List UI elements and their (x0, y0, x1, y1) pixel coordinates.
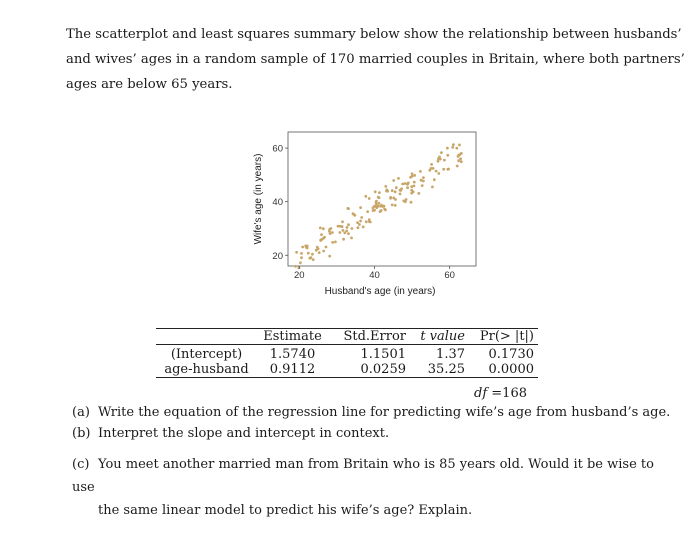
question-b-label: (b) (72, 426, 91, 441)
data-point (410, 201, 413, 204)
data-point (397, 177, 400, 180)
data-point (399, 193, 402, 196)
data-point (391, 189, 394, 192)
row-p-value: 0.0000 (488, 362, 534, 377)
data-point (294, 265, 297, 268)
row-p-value: 0.1730 (488, 347, 534, 362)
data-point (299, 261, 302, 264)
row-term: age-husband (164, 362, 249, 377)
x-axis-ticks (294, 266, 455, 281)
data-point (319, 227, 322, 230)
df-value: =168 (491, 386, 527, 401)
data-point (310, 256, 313, 259)
data-point (406, 186, 409, 189)
data-point (437, 160, 440, 163)
question-a-label: (a) (72, 405, 90, 420)
data-point (378, 191, 381, 194)
data-point (307, 252, 310, 255)
data-point (446, 154, 449, 157)
data-point (295, 251, 298, 254)
row-std-error: 1.1501 (360, 347, 406, 362)
data-point (377, 196, 380, 199)
data-point (322, 227, 325, 230)
degrees-of-freedom (474, 386, 527, 401)
data-point (347, 223, 350, 226)
data-point (328, 228, 331, 231)
data-point (315, 249, 318, 252)
data-point (311, 253, 314, 256)
data-point (384, 209, 387, 212)
data-point (437, 172, 440, 175)
data-point (346, 226, 349, 229)
data-point (412, 190, 415, 193)
data-point (394, 190, 397, 193)
data-point (409, 176, 412, 179)
data-point (300, 252, 303, 255)
data-point (456, 165, 459, 168)
data-point (446, 168, 449, 171)
df-label: df (474, 386, 488, 401)
data-point (410, 185, 413, 188)
x-axis-title: Husband's age (in years) (324, 286, 436, 297)
data-point (452, 143, 455, 146)
data-point (428, 169, 431, 172)
data-point (446, 147, 449, 150)
data-point (300, 256, 303, 259)
data-point (322, 250, 325, 253)
plot-frame (288, 132, 476, 266)
row-t-value: 1.37 (436, 347, 465, 362)
data-point (304, 245, 307, 248)
data-point (392, 179, 395, 182)
data-point (380, 204, 383, 207)
row-estimate: 0.9112 (269, 362, 316, 377)
data-point (459, 157, 462, 160)
data-point (394, 198, 397, 201)
y-axis-title: Wife's age (in years) (253, 153, 264, 245)
data-points (294, 143, 463, 269)
data-point (411, 172, 414, 175)
data-point (374, 190, 377, 193)
data-point (380, 209, 383, 212)
question-b-text: Interpret the slope and intercept in context. (98, 426, 390, 441)
data-point (319, 239, 322, 242)
data-point (375, 200, 378, 203)
data-point (413, 181, 416, 184)
data-point (455, 147, 458, 150)
data-point (350, 237, 353, 240)
question-c-text-1: You meet another married man from Britain who is 85 years old. Would it be wise to use (72, 457, 654, 495)
data-point (351, 227, 354, 230)
row-t-value: 35.25 (427, 362, 465, 377)
data-point (347, 232, 350, 235)
question-c (72, 453, 672, 522)
question-c-text-2: the same linear model to predict his wife’s age? Explain. (98, 503, 473, 518)
data-point (342, 238, 345, 241)
data-point (339, 231, 342, 234)
data-point (356, 221, 359, 224)
question-a-text: Write the equation of the regression line for predicting wife’s age from husband’s age. (98, 405, 671, 420)
data-point (435, 170, 438, 173)
data-point (368, 218, 371, 221)
y-axis-ticks (272, 144, 288, 262)
data-point (347, 207, 350, 210)
data-point (357, 226, 360, 229)
data-point (433, 178, 436, 181)
data-point (440, 151, 443, 154)
data-point (439, 158, 442, 161)
data-point (386, 190, 389, 193)
data-point (443, 159, 446, 162)
data-point (360, 216, 363, 219)
data-point (395, 186, 398, 189)
data-point (325, 246, 328, 249)
header-blank (156, 329, 257, 345)
data-point (417, 192, 420, 195)
question-a (72, 401, 672, 424)
header-t-value: t value (420, 329, 465, 344)
x-tick-label: 60 (444, 270, 455, 281)
data-point (421, 184, 424, 187)
data-point (404, 200, 407, 203)
data-point (373, 209, 376, 212)
data-point (352, 212, 355, 215)
data-point (318, 251, 321, 254)
data-point (328, 255, 331, 258)
data-point (312, 258, 315, 261)
y-tick-label: 40 (272, 197, 283, 209)
data-point (366, 210, 369, 213)
data-point (407, 182, 410, 185)
data-point (343, 231, 346, 234)
x-tick-label: 40 (369, 270, 380, 281)
data-point (442, 168, 445, 171)
row-std-error: 0.0259 (360, 362, 406, 377)
header-estimate: Estimate (263, 329, 322, 344)
data-point (373, 205, 376, 208)
data-point (394, 204, 397, 207)
header-p-value: Pr(> |t|) (479, 329, 534, 344)
regression-row-age-husband (156, 362, 538, 378)
data-point (331, 241, 334, 244)
intro-paragraph (66, 22, 685, 97)
data-point (365, 220, 368, 223)
data-point (341, 220, 344, 223)
data-point (389, 197, 392, 200)
data-point (359, 206, 362, 209)
data-point (422, 176, 425, 179)
question-b (72, 422, 672, 445)
data-point (334, 241, 337, 244)
scatterplot (240, 118, 480, 303)
question-c-label: (c) (72, 457, 90, 472)
data-point (391, 204, 394, 207)
intro-line-3: ages are below 65 years. (66, 77, 233, 92)
data-point (413, 174, 416, 177)
data-point (419, 170, 422, 173)
data-point (460, 152, 463, 155)
data-point (422, 180, 425, 183)
data-point (431, 186, 434, 189)
regression-header-row (156, 329, 538, 345)
x-tick-label: 20 (293, 270, 305, 281)
data-point (430, 163, 433, 166)
data-point (451, 146, 454, 149)
data-point (432, 167, 435, 170)
data-point (362, 226, 365, 229)
data-point (364, 195, 367, 198)
data-point (460, 160, 463, 163)
y-tick-label: 60 (272, 143, 283, 155)
row-term: (Intercept) (170, 347, 243, 362)
data-point (378, 202, 381, 205)
data-point (458, 144, 461, 147)
data-point (342, 229, 345, 232)
intro-line-1: The scatterplot and least squares summary below show the relationship between husbands’ (66, 27, 682, 42)
data-point (368, 197, 371, 200)
data-point (316, 246, 319, 249)
data-point (359, 220, 362, 223)
data-point (331, 231, 334, 234)
regression-table (156, 328, 538, 378)
intro-line-2: and wives’ ages in a random sample of 170 married couples in Britain, where both partners’ (66, 52, 685, 67)
data-point (323, 236, 326, 239)
regression-row-intercept (156, 345, 538, 363)
data-point (404, 182, 407, 185)
row-estimate: 1.5740 (269, 347, 316, 362)
data-point (320, 233, 323, 236)
data-point (400, 187, 403, 190)
data-point (301, 246, 304, 249)
header-std-error: Std.Error (343, 329, 406, 344)
y-tick-label: 20 (272, 250, 283, 262)
data-point (339, 225, 342, 228)
data-point (384, 185, 387, 188)
